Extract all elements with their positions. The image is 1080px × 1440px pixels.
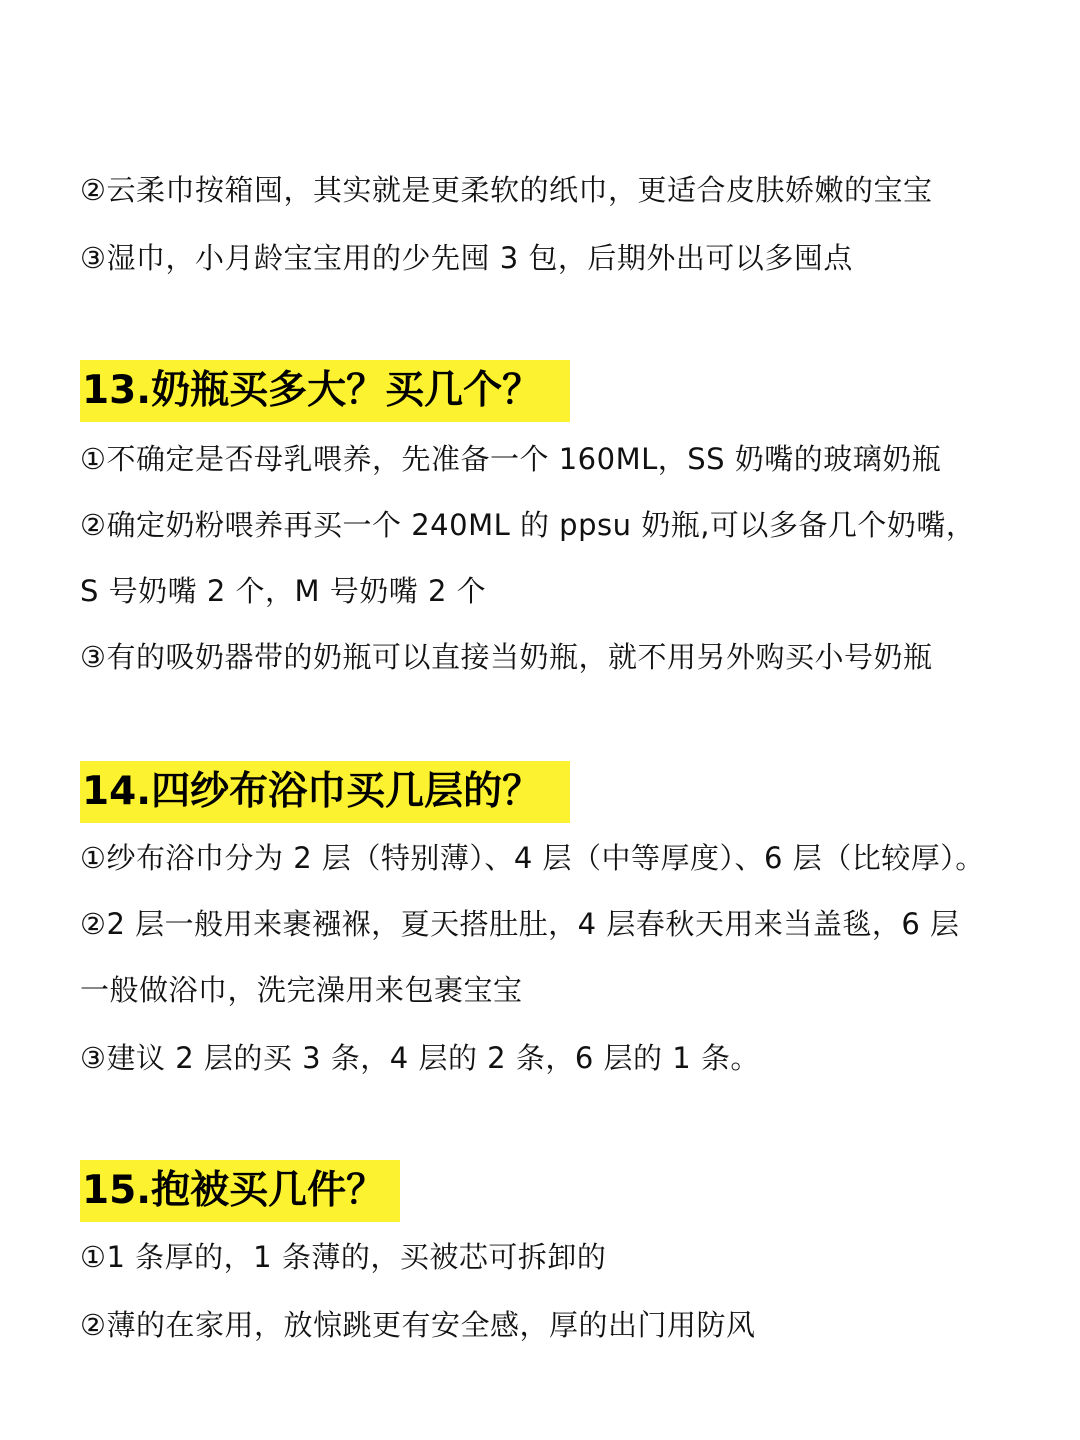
section-14-line-1: ①纱布浴巾分为 2 层（特别薄）、4 层（中等厚度）、6 层（比较厚）。: [80, 841, 985, 875]
intro-line-2: ②云柔巾按箱囤，其实就是更柔软的纸巾，更适合皮肤娇嫩的宝宝: [80, 173, 933, 207]
section-13-line-1: ①不确定是否母乳喂养，先准备一个 160ML，SS 奶嘴的玻璃奶瓶: [80, 442, 942, 476]
section-13-line-3: S 号奶嘴 2 个，M 号奶嘴 2 个: [80, 574, 487, 608]
section-14-heading: 14.四纱布浴巾买几层的？: [82, 769, 542, 814]
section-15-line-2: ②薄的在家用，放惊跳更有安全感，厚的出门用防风: [80, 1308, 756, 1342]
section-15-line-1: ①1 条厚的，1 条薄的，买被芯可拆卸的: [80, 1240, 607, 1274]
section-15-heading: 15.抱被买几件？: [82, 1168, 386, 1213]
section-14-line-3: 一般做浴巾，洗完澡用来包裹宝宝: [80, 973, 523, 1007]
section-13-line-4: ③有的吸奶器带的奶瓶可以直接当奶瓶，就不用另外购买小号奶瓶: [80, 640, 933, 674]
section-14-line-4: ③建议 2 层的买 3 条，4 层的 2 条，6 层的 1 条。: [80, 1041, 760, 1075]
section-14-line-2: ②2 层一般用来裹襁褓，夏天搭肚肚，4 层春秋天用来当盖毯，6 层: [80, 907, 960, 941]
section-13-line-2: ②确定奶粉喂养再买一个 240ML 的 ppsu 奶瓶,可以多备几个奶嘴，: [80, 508, 976, 542]
intro-line-3: ③湿巾，小月龄宝宝用的少先囤 3 包，后期外出可以多囤点: [80, 241, 853, 275]
section-13-heading: 13.奶瓶买多大？买几个？: [82, 368, 542, 413]
